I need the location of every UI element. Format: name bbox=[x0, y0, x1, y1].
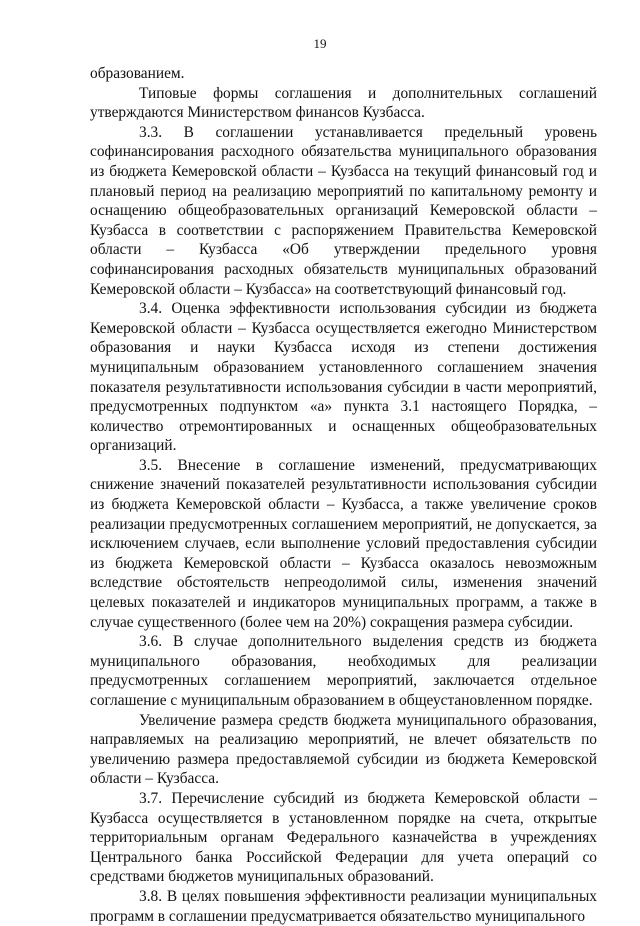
paragraph-continuation: образованием. bbox=[90, 65, 185, 82]
page-number: 19 bbox=[313, 36, 327, 51]
paragraph-3-4: 3.4. Оценка эффективности использования субсидии из бюджета Кемеровской области – Кузбасса осуществляется ежегодно Министерством образования и науки Кузбасса исходя из степени достижения муниципальным образованием установленного соглашением значения показателя результативности использования субсидии в части мероприятий, предусмотренных подпунктом «а» пункта 3.1 настоящего Порядка, – количество отремонтированных и оснащенных общеобразовательных организаций. bbox=[90, 300, 597, 455]
paragraph-3-3: 3.3. В соглашении устанавливается предельный уровень софинансирования расходного обязательства муниципального образования из бюджета Кемеровской области – Кузбасса на текущий финансовый год и плановый период на реализацию мероприятий по капитальному ремонту и оснащению общеобразовательных организаций Кемеровской области – Кузбасса в соответствии с распоряжением Правительства Кемеровской области – Кузбасса «Об утверждении предельного уровня софинансирования расходных обязательств муниципальных образований Кемеровской области – Кузбасса» на соответствующий финансовый год. bbox=[90, 123, 597, 298]
paragraph-budget-increase: Увеличение размера средств бюджета муниципального образования, направляемых на реализацию мероприятий, не влечет обязательств по увеличению размера предоставляемой субсидии из бюджета Кемеровской области – Кузбасса. bbox=[90, 711, 597, 788]
paragraph-standard-forms: Типовые формы соглашения и дополнительных соглашений утверждаются Министерством финансов Кузбасса. bbox=[90, 84, 597, 122]
text-body bbox=[90, 64, 597, 926]
paragraph-3-5: 3.5. Внесение в соглашение изменений, предусматривающих снижение значений показателей результативности использования субсидии из бюджета Кемеровской области – Кузбасса, а также увеличение сроков реализации предусмотренных соглашением мероприятий, не допускается, за исключением случаев, если выполнение условий предоставления субсидии из бюджета Кемеровской области – Кузбасса оказалось невозможным вследствие обстоятельств непреодолимой силы, изменения значений целевых показателей и индикаторов муниципальных программ, а также в случае существенного (более чем на 20%) сокращения размера субсидии. bbox=[90, 456, 597, 631]
paragraph-3-6: 3.6. В случае дополнительного выделения средств из бюджета муниципального образования, необходимых для реализации предусмотренных соглашением мероприятий, заключается отдельное соглашение с муниципальным образованием в общеустановленном порядке. bbox=[90, 633, 597, 709]
paragraph-3-7: 3.7. Перечисление субсидий из бюджета Кемеровской области – Кузбасса осуществляется в установленном порядке на счета, открытые территориальным органам Федерального казначейства в учреждениях Центрального банка Российской Федерации для учета операций со средствами бюджетов муниципальных образований. bbox=[90, 789, 597, 886]
paragraph-3-8: 3.8. В целях повышения эффективности реализации муниципальных программ в соглашении предусматривается обязательство муниципального bbox=[90, 887, 597, 925]
